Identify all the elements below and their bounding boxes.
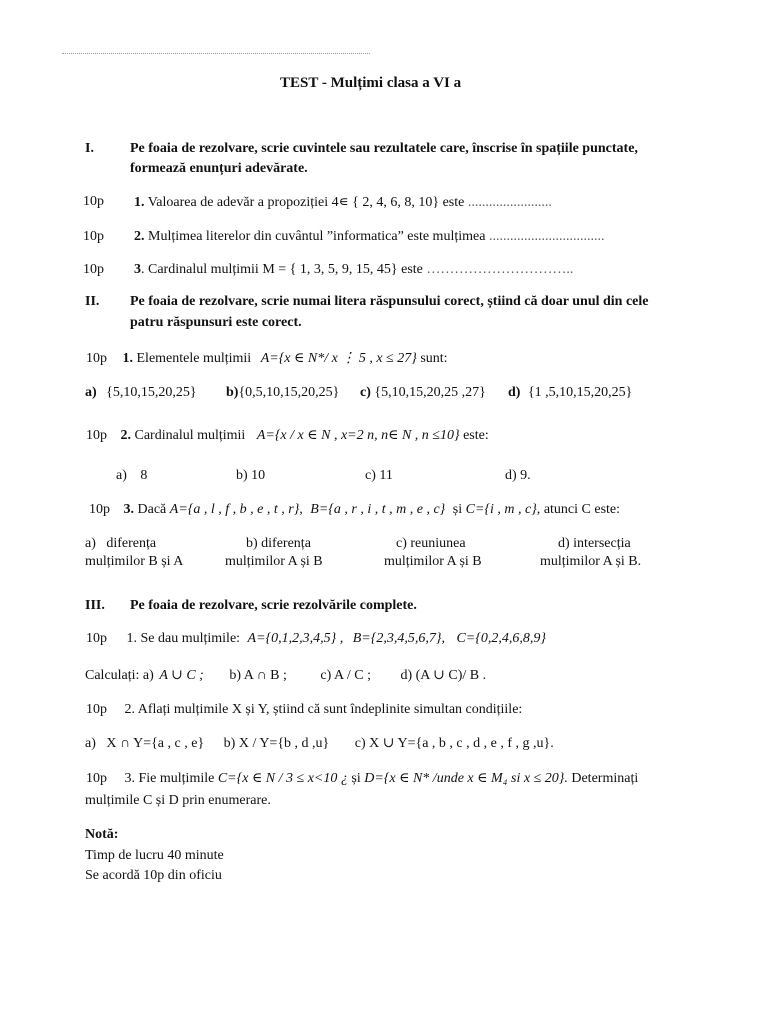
question-statement: Dacă xyxy=(137,502,167,517)
option-value: {0,5,10,15,20,25} xyxy=(238,385,340,400)
condition-b: b) X / Y={b , d ,u} xyxy=(223,736,330,751)
and-word: și xyxy=(351,771,361,786)
calc-a: A ∪ C ; xyxy=(159,668,204,683)
section-1-instruction-line1: Pe foaia de rezolvare, scrie cuvintele sau rezultatele care, înscrise în spațiile punctate, xyxy=(130,141,638,156)
points-label: 10p xyxy=(86,771,107,786)
set-c-expression: C={i , m , c}, xyxy=(465,502,541,517)
note-label: Notă: xyxy=(85,827,119,842)
option-value: 10 xyxy=(251,468,266,483)
set-expression: A={x / x ∈ N , x=2 n, n∈ N , n ≤10} xyxy=(256,428,460,443)
section-2-instruction-line1: Pe foaia de rezolvare, scrie numai litera răspunsului corect, știind că doar unul din cele xyxy=(130,294,649,309)
option-line2: mulțimilor A și B xyxy=(384,554,482,569)
option-label: b) xyxy=(236,468,248,483)
question-row xyxy=(83,262,104,278)
set-a-expression: A={a , l , f , b , e , t , r}, xyxy=(169,502,303,517)
question-text xyxy=(134,194,552,211)
option-label: a) xyxy=(116,468,127,483)
option-b xyxy=(226,385,339,401)
calc-d: d) (A ∪ C)/ B . xyxy=(400,668,487,683)
option-value: 8 xyxy=(140,468,148,483)
question-number: 3 xyxy=(134,262,141,277)
question-row xyxy=(83,229,104,245)
note-line1: Timp de lucru 40 minute xyxy=(85,848,224,863)
option-line1: b) diferența xyxy=(246,536,311,551)
set-b-expression: B={2,3,4,5,6,7}, xyxy=(352,631,445,646)
points-label: 10p xyxy=(86,631,107,646)
question-number: 2. xyxy=(120,428,131,443)
option-value: {5,10,15,20,25} xyxy=(106,385,197,400)
option-a xyxy=(116,468,147,484)
option-value: {5,10,15,20,25 ,27} xyxy=(374,385,486,400)
condition-a: a) X ∩ Y={a , c , e} xyxy=(85,736,205,751)
question-suffix: atunci C este: xyxy=(543,502,621,517)
section-2-instruction-line2: patru răspunsuri este corect. xyxy=(130,315,302,330)
set-c-expression: C={x ∈ N / 3 ≤ x<10 ¿ xyxy=(217,771,348,786)
question-row xyxy=(86,770,638,787)
calc-c: c) A / C ; xyxy=(320,668,371,683)
question-row xyxy=(89,502,620,518)
points-label: 10p xyxy=(86,702,107,717)
set-a-expression: A={0,1,2,3,4,5} , xyxy=(247,631,344,646)
question-statement: Elementele mulțimii xyxy=(136,351,252,366)
set-b-expression: B={a , r , i , t , m , e , c} xyxy=(310,502,446,517)
question-suffix: este: xyxy=(463,428,489,443)
set-c-expression: C={0,2,4,6,8,9} xyxy=(456,631,546,646)
header-dotted-line xyxy=(62,53,370,54)
points-label: 10p xyxy=(89,502,110,517)
option-label: a) xyxy=(85,385,97,400)
option-d xyxy=(508,385,632,401)
option-d xyxy=(505,468,531,484)
option-a xyxy=(85,385,197,401)
points-label: 10p xyxy=(83,262,104,277)
option-line1: d) intersecția xyxy=(558,536,631,551)
question-number: 1. xyxy=(134,195,145,210)
question-statement: Mulțimea literelor din cuvântul ”informatica” este mulțimea xyxy=(148,229,486,244)
option-b xyxy=(225,536,323,570)
option-a xyxy=(85,536,183,570)
option-label: d) xyxy=(508,385,521,400)
question-row xyxy=(86,702,522,718)
option-label: b) xyxy=(226,385,239,400)
question-number: 1. xyxy=(122,351,133,366)
option-label: c) xyxy=(365,468,376,483)
question-suffix: Determinați xyxy=(571,771,639,786)
points-label: 10p xyxy=(83,194,104,209)
note-line2: Se acordă 10p din oficiu xyxy=(85,868,222,883)
option-line2: mulțimilor A și B. xyxy=(540,554,642,569)
question-text xyxy=(134,262,573,278)
question-statement: 1. Se dau mulțimile: xyxy=(126,631,241,646)
conditions-row xyxy=(85,735,554,752)
answer-blank: ................................. xyxy=(488,229,605,244)
option-c xyxy=(360,385,486,401)
option-label: c) xyxy=(360,385,371,400)
option-line1: c) reuniunea xyxy=(396,536,466,551)
points-label: 10p xyxy=(86,351,107,366)
question-suffix: sunt: xyxy=(420,351,448,366)
option-value: 9. xyxy=(520,468,531,483)
question-row xyxy=(86,427,489,444)
question-number: 3. xyxy=(123,502,134,517)
question-statement: 2. Aflați mulțimile X și Y, știind că sunt îndeplinite simultan condițiile: xyxy=(124,702,523,717)
calc-label: Calculați: a) xyxy=(85,668,154,683)
question-statement: Cardinalul mulțimii xyxy=(134,428,246,443)
calc-row xyxy=(85,667,486,684)
option-value: {1 ,5,10,15,20,25} xyxy=(527,385,633,400)
question-text xyxy=(134,229,604,245)
section-2-number: II. xyxy=(85,294,100,309)
question-row xyxy=(83,194,104,210)
option-d xyxy=(540,536,641,570)
option-c xyxy=(365,468,393,484)
condition-c: c) X ∪ Y={a , b , c , d , e , f , g ,u}. xyxy=(354,736,554,751)
question-line2: mulțimile C și D prin enumerare. xyxy=(85,793,271,808)
question-statement: 3. Fie mulțimile xyxy=(124,771,215,786)
option-line2: mulțimilor B și A xyxy=(85,554,184,569)
option-b xyxy=(236,468,265,484)
and-word: și xyxy=(452,502,463,517)
option-label: d) xyxy=(505,468,517,483)
points-label: 10p xyxy=(86,428,107,443)
question-row xyxy=(86,350,448,367)
set-expression: A={x ∈ N*/ x ⋮ 5 , x ≤ 27} xyxy=(260,351,417,366)
question-number: 2. xyxy=(134,229,145,244)
option-value: 11 xyxy=(379,468,393,483)
question-statement: Valoarea de adevăr a propoziției 4∊ { 2, 4, 6, 8, 10} este xyxy=(147,195,465,210)
option-c xyxy=(384,536,482,570)
section-3-instruction: Pe foaia de rezolvare, scrie rezolvările complete. xyxy=(130,598,417,613)
points-label: 10p xyxy=(83,229,104,244)
calc-b: b) A ∩ B ; xyxy=(229,668,287,683)
question-statement: . Cardinalul mulțimii M = { 1, 3, 5, 9, 15, 45} este xyxy=(141,262,423,277)
answer-blank: ………………………….. xyxy=(426,262,574,277)
section-3-number: III. xyxy=(85,598,105,613)
question-row xyxy=(86,631,546,647)
option-line1: a) diferența xyxy=(85,536,157,551)
set-d-expression: D={x ∈ N* /unde x ∈ M₄ si x ≤ 20}. xyxy=(364,771,568,786)
section-1-number: I. xyxy=(85,141,94,156)
answer-blank: ........................ xyxy=(467,195,552,210)
page-title: TEST - Mulțimi clasa a VI a xyxy=(280,75,462,91)
section-1-instruction-line2: formează enunțuri adevărate. xyxy=(130,161,308,176)
option-line2: mulțimilor A și B xyxy=(225,554,323,569)
